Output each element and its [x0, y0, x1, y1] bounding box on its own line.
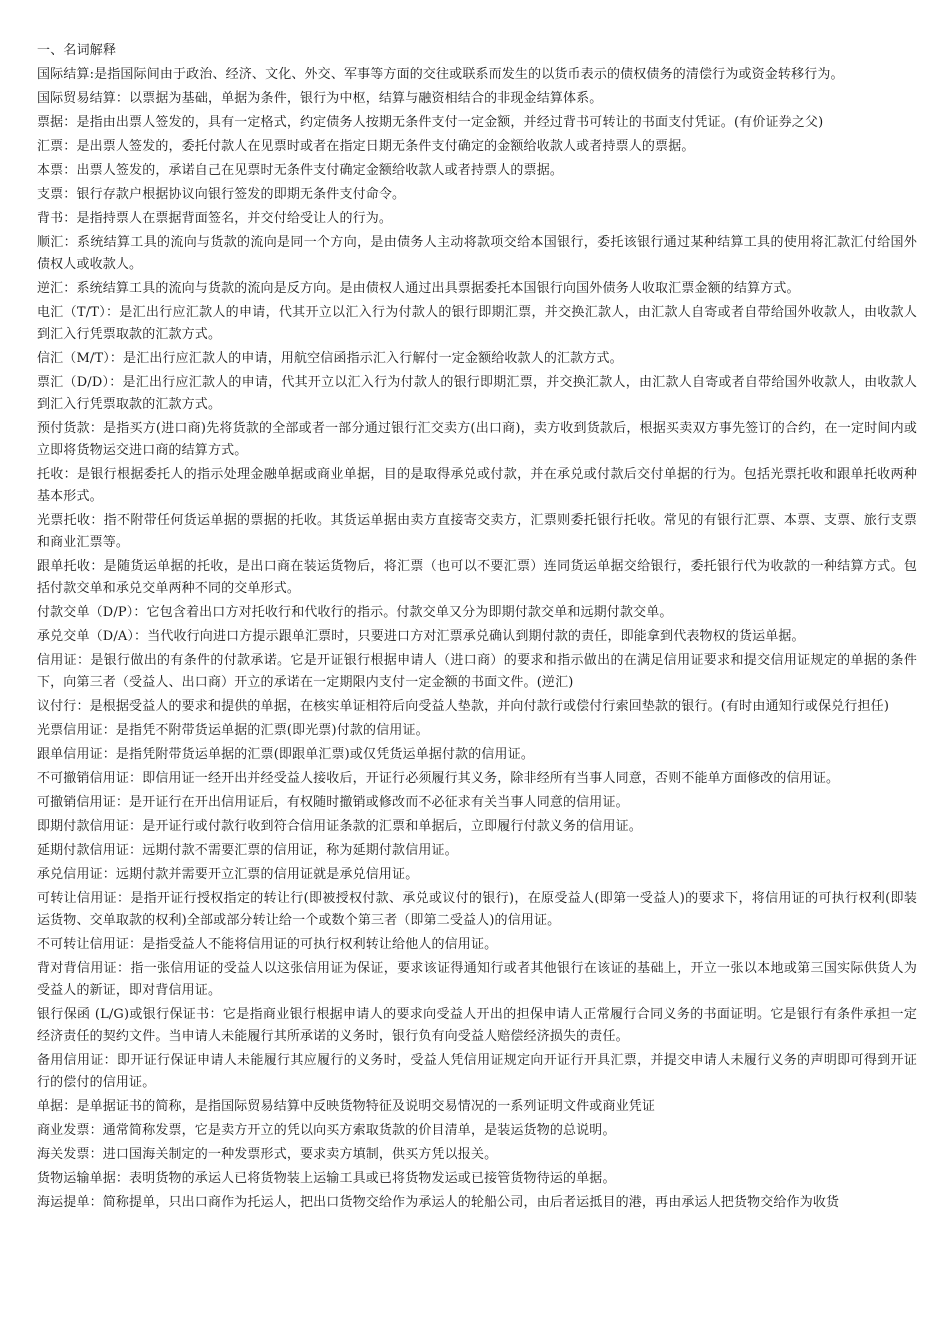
definition-entry: 跟单托收：是随货运单据的托收，是出口商在装运货物后，将汇票（也可以不要汇票）连同货运单据交给银行，委托银行代为收款的一种结算方式。包括付款交单和承兑交单两种不同的交单形式。: [37, 559, 917, 596]
definition-entry: 顺汇：系统结算工具的流向与货款的流向是同一个方向，是由债务人主动将款项交给本国银行，委托该银行通过某种结算工具的使用将汇款汇付给国外债权人或收款人。: [37, 235, 917, 272]
definition-entry: 议付行：是根据受益人的要求和提供的单据，在核实单证相符后向受益人垫款，并向付款行或偿付行索回垫款的银行。(有时由通知行或保兑行担任): [37, 699, 890, 714]
definition-entry: 承兑交单（D/A）：当代收行向进口方提示跟单汇票时，只要进口方对汇票承兑确认到期付款的责任，即能拿到代表物权的货运单据。: [37, 629, 805, 644]
definition-entry: 单据：是单据证书的简称，是指国际贸易结算中反映货物特征及说明交易情况的一系列证明文件或商业凭证: [37, 1099, 656, 1114]
definition-entry: 可转让信用证：是指开证行授权指定的转让行(即被授权付款、承兑或议付的银行)，在原受益人(即第一受益人)的要求下，将信用证的可执行权利(即装运货物、交单取款的权利)全部或部分转让给一个或数个第三者（即第二受益人)的信用证。: [37, 891, 917, 928]
definition-entry: 可撤销信用证：是开证行在开出信用证后，有权随时撤销或修改而不必征求有关当事人同意的信用证。: [37, 795, 629, 810]
definition-entry: 货物运输单据：表明货物的承运人已将货物装上运输工具或已将货物发运或已接管货物待运的单据。: [37, 1171, 616, 1186]
definition-entry: 光票信用证：是指凭不附带货运单据的汇票(即光票)付款的信用证。: [37, 723, 429, 738]
definition-entry: 电汇（T/T）：是汇出行应汇款人的申请，代其开立以汇入行为付款人的银行即期汇票，并交换汇款人，由汇款人自寄或者自带给国外收款人，由收款人到汇入行凭票取款的汇款方式。: [37, 305, 917, 342]
definition-entry: 背书：是指持票人在票据背面签名，并交付给受让人的行为。: [37, 211, 393, 226]
definition-entry: 跟单信用证：是指凭附带货运单据的汇票(即跟单汇票)或仅凭货运单据付款的信用证。: [37, 747, 534, 762]
definition-entry: 票据：是指由出票人签发的，具有一定格式，约定债务人按期无条件支付一定金额，并经过背书可转让的书面支付凭证。(有价证券之父): [37, 115, 824, 130]
definition-entry: 海关发票：进口国海关制定的一种发票形式，要求卖方填制，供买方凭以报关。: [37, 1147, 498, 1162]
definition-entry: 银行保函 (L/G)或银行保证书：它是指商业银行根据申请人的要求向受益人开出的担保申请人正常履行合同义务的书面证明。它是银行有条件承担一定经济责任的契约文件。当申请人未能履行其所承诺的义务时，银行负有向受益人赔偿经济损失的责任。: [37, 1007, 917, 1044]
document-page: [37, 40, 917, 1216]
definition-entry: 本票：出票人签发的，承诺自己在见票时无条件支付确定金额给收款人或者持票人的票据。: [37, 163, 564, 178]
definition-entry: 付款交单（D/P）：它包含着出口方对托收行和代收行的指示。付款交单又分为即期付款交单和远期付款交单。: [37, 605, 673, 620]
definition-entry: 背对背信用证：指一张信用证的受益人以这张信用证为保证，要求该证得通知行或者其他银行在该证的基础上，开立一张以本地或第三国实际供货人为受益人的新证，即对背信用证。: [37, 961, 917, 998]
definition-entry: 光票托收：指不附带任何货运单据的票据的托收。其货运单据由卖方直接寄交卖方，汇票则委托银行托收。常见的有银行汇票、本票、支票、旅行支票和商业汇票等。: [37, 513, 917, 550]
definition-entry: 备用信用证：即开证行保证申请人未能履行其应履行的义务时，受益人凭信用证规定向开证行开具汇票，并提交申请人未履行义务的声明即可得到开证行的偿付的信用证。: [37, 1053, 917, 1090]
definition-entry: 国际结算:是指国际间由于政治、经济、文化、外交、军事等方面的交往或联系而发生的以货币表示的债权债务的清偿行为或资金转移行为。: [37, 67, 844, 82]
definition-entry: 托收：是银行根据委托人的指示处理金融单据或商业单据，目的是取得承兑或付款，并在承兑或付款后交付单据的行为。包括光票托收和跟单托收两种基本形式。: [37, 467, 917, 504]
definition-entry: 即期付款信用证：是开证行或付款行收到符合信用证条款的汇票和单据后，立即履行付款义务的信用证。: [37, 819, 642, 834]
definition-entry: 支票：银行存款户根据协议向银行签发的即期无条件支付命令。: [37, 187, 406, 202]
definition-entry: 承兑信用证：远期付款并需要开立汇票的信用证就是承兑信用证。: [37, 867, 419, 882]
definition-list: [37, 64, 917, 1214]
definition-entry: 逆汇：系统结算工具的流向与货款的流向是反方向。是由债权人通过出具票据委托本国银行向国外债务人收取汇票金额的结算方式。: [37, 281, 800, 296]
section-heading: 一、名词解释: [37, 43, 117, 58]
definition-entry: 信用证：是银行做出的有条件的付款承诺。它是开证银行根据申请人（进口商）的要求和指示做出的在满足信用证要求和提交信用证规定的单据的条件下，向第三者（受益人、出口商）开立的承诺在一定期限内支付一定金额的书面文件。(逆汇): [37, 653, 917, 690]
definition-entry: 不可撤销信用证：即信用证一经开出并经受益人接收后，开证行必须履行其义务，除非经所有当事人同意，否则不能单方面修改的信用证。: [37, 771, 840, 786]
definition-entry: 票汇（D/D）：是汇出行应汇款人的申请，代其开立以汇入行为付款人的银行即期汇票，并交换汇款人，由汇款人自寄或者自带给国外收款人，由收款人到汇入行凭票取款的汇款方式。: [37, 375, 917, 412]
definition-entry: 信汇（M/T）：是汇出行应汇款人的申请，用航空信函指示汇入行解付一定金额给收款人的汇款方式。: [37, 351, 623, 366]
definition-entry: 国际贸易结算：以票据为基础，单据为条件，银行为中枢，结算与融资相结合的非现金结算体系。: [37, 91, 603, 106]
definition-entry: 海运提单：简称提单，只出口商作为托运人，把出口货物交给作为承运人的轮船公司，由后者运抵目的港，再由承运人把货物交给作为收货: [37, 1195, 840, 1210]
definition-entry: 延期付款信用证：远期付款不需要汇票的信用证，称为延期付款信用证。: [37, 843, 458, 858]
definition-entry: 商业发票：通常简称发票，它是卖方开立的凭以向买方索取货款的价目清单，是装运货物的总说明。: [37, 1123, 616, 1138]
definition-entry: 不可转让信用证：是指受益人不能将信用证的可执行权利转让给他人的信用证。: [37, 937, 498, 952]
definition-entry: 预付货款：是指买方(进口商)先将货款的全部或者一部分通过银行汇交卖方(出口商)，卖方收到货款后，根据买卖双方事先签订的合约，在一定时间内或立即将货物运交进口商的结算方式。: [37, 421, 917, 458]
definition-entry: 汇票：是出票人签发的，委托付款人在见票时或者在指定日期无条件支付确定的金额给收款人或者持票人的票据。: [37, 139, 695, 154]
